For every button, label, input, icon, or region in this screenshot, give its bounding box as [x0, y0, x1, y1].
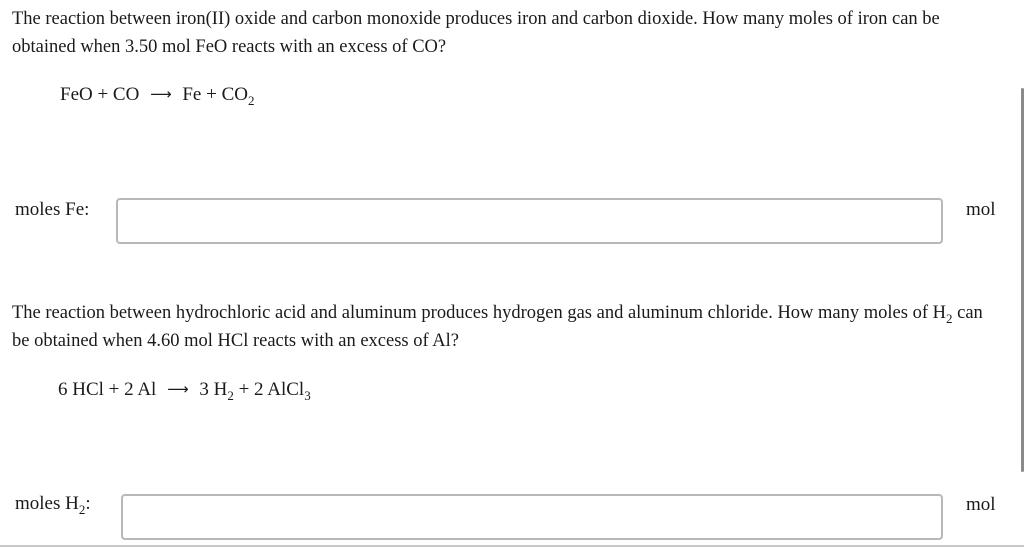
question-2-text: [12, 299, 1002, 355]
question-2-prompt-subscript: 2: [945, 311, 953, 326]
answer-2-label-colon: :: [85, 493, 91, 514]
answer-1-unit: mol: [966, 199, 996, 220]
equation-1-reactants: FeO + CO: [60, 84, 140, 105]
equation-1-subscript: 2: [247, 93, 255, 108]
answer-2-unit: mol: [966, 494, 996, 515]
answer-2-label: [15, 493, 91, 515]
question-2-prompt-end: can be obtained when 4.60 mol HCl reacts with an excess of Al?: [12, 303, 983, 351]
answer-2-label-text: moles H: [15, 493, 79, 514]
question-1-text: [12, 5, 1002, 61]
reaction-arrow-icon: ⟶: [150, 85, 172, 103]
equation-2-product-2-subscript: 3: [304, 388, 311, 403]
moles-fe-input[interactable]: [116, 198, 943, 244]
answer-1-label-text: moles Fe:: [15, 199, 90, 220]
equation-2-product-1-subscript: 2: [227, 388, 234, 403]
equation-2-reactants: 6 HCl + 2 Al: [58, 379, 157, 400]
equation-2-product-2: + 2 AlCl: [233, 379, 305, 400]
question-2-prompt-start: The reaction between hydrochloric acid and aluminum produces hydrogen gas and aluminum chloride. How many moles of H: [12, 303, 946, 323]
equation-1: [60, 84, 254, 106]
moles-h2-input[interactable]: [121, 494, 943, 540]
question-1-prompt: The reaction between iron(II) oxide and carbon monoxide produces iron and carbon dioxide. How many moles of iron can be obtained when 3.50 mol FeO reacts with an excess of CO?: [12, 9, 940, 57]
answer-2-label-subscript: 2: [78, 502, 86, 517]
reaction-arrow-icon: ⟶: [167, 380, 189, 398]
equation-2-product-1: 3 H: [199, 379, 228, 400]
answer-1-label: [15, 199, 89, 221]
equation-2: [58, 379, 311, 401]
equation-1-products: Fe + CO: [182, 84, 248, 105]
